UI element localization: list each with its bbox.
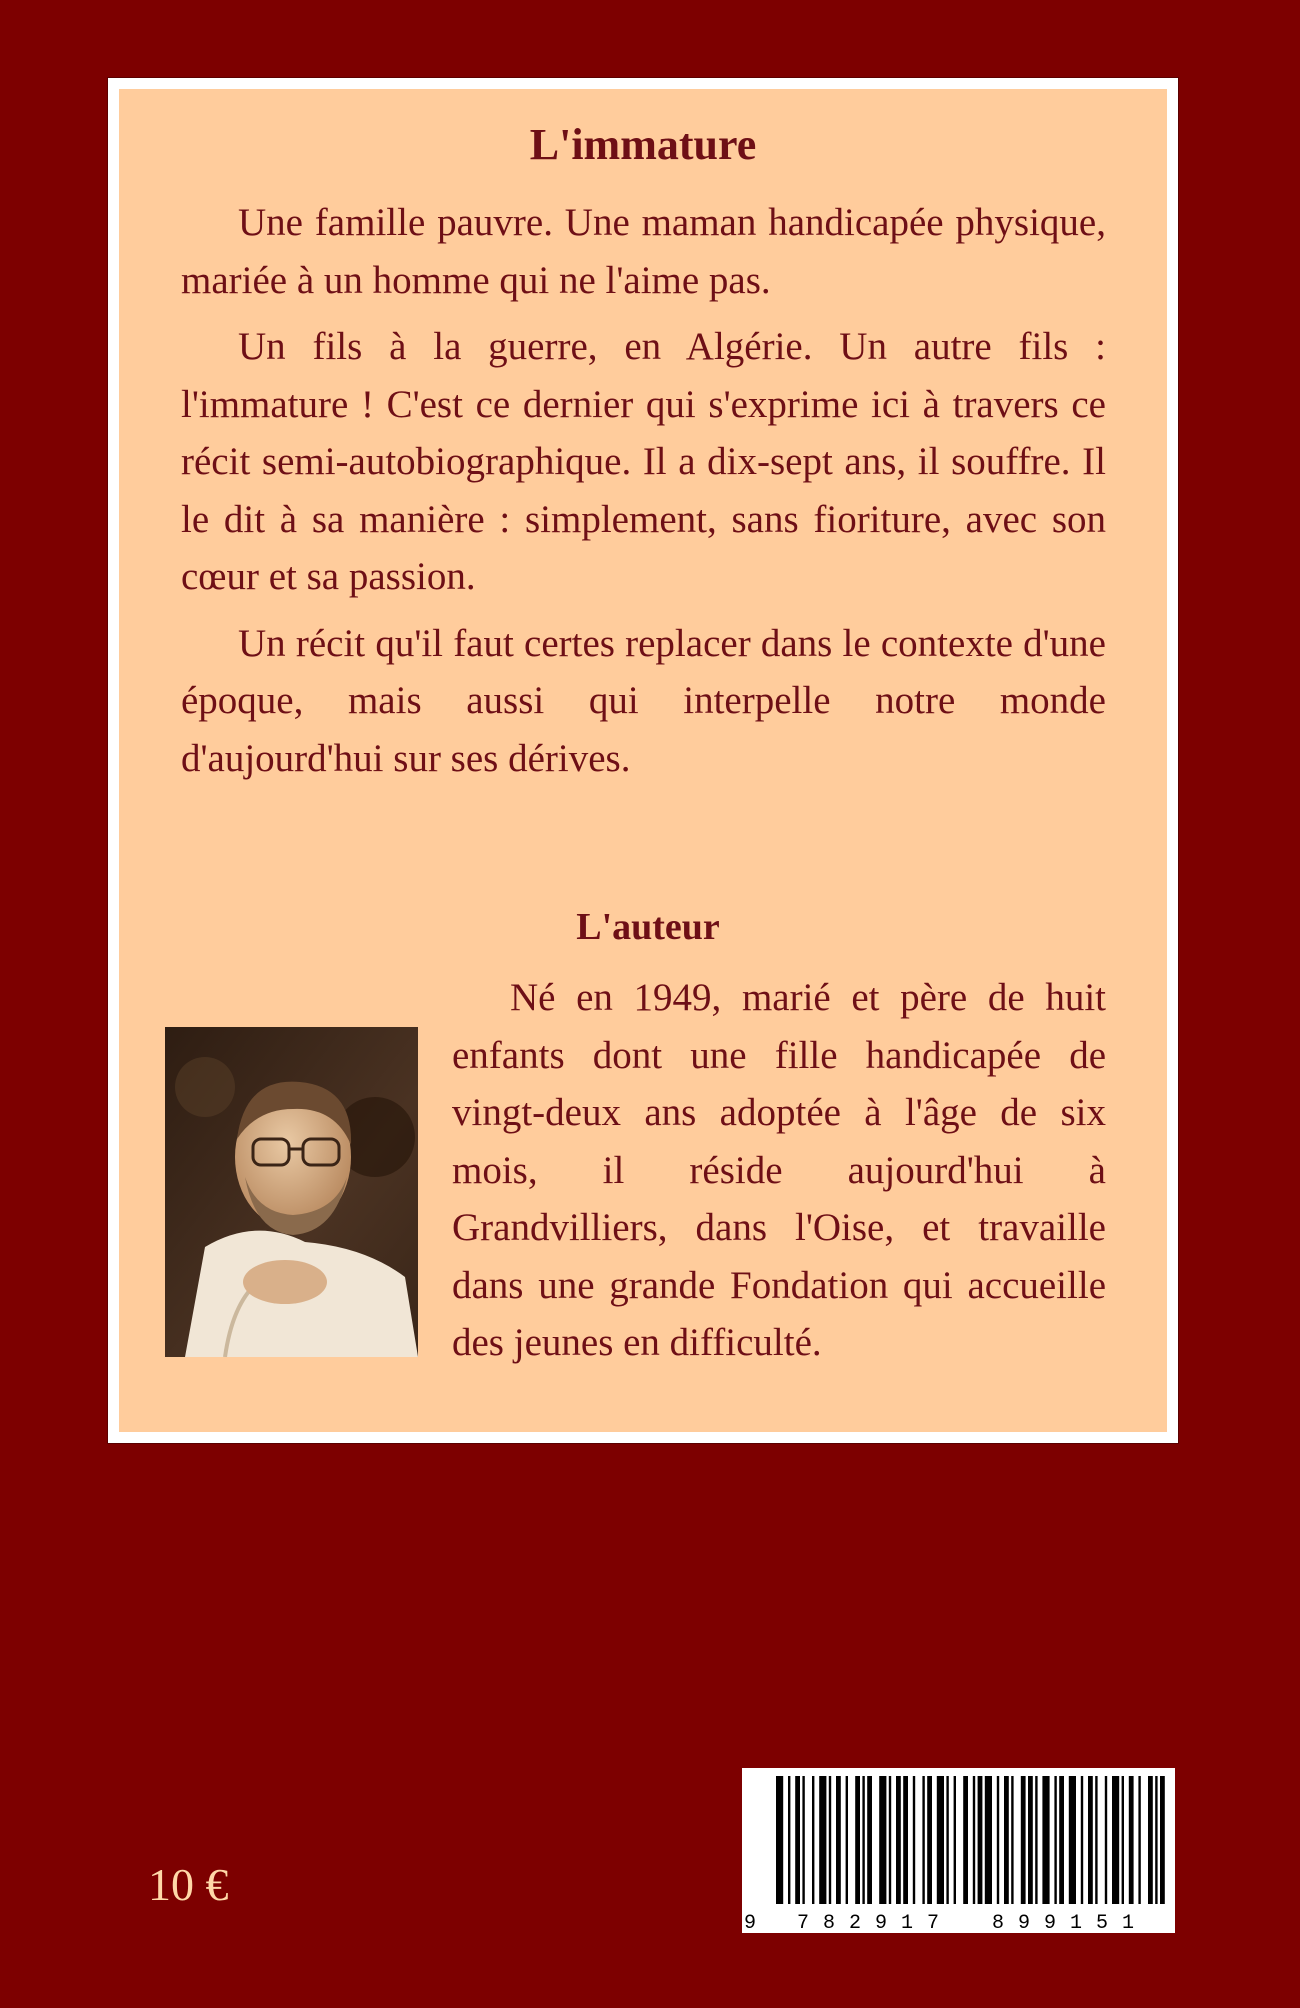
barcode-bar	[1069, 1776, 1076, 1904]
barcode-bar	[1035, 1776, 1037, 1904]
author-bio: Né en 1949, marié et père de huit enfants dont une fille handicapée de vingt-deux ans adoptée à l'âge de six mois, il réside aujourd'hui à Grandvilliers, dans l'Oise, et travaille dans une grande Fondation qui accueille des jeunes en difficulté.	[452, 976, 1106, 1364]
barcode-bar	[927, 1776, 932, 1904]
barcode-bar	[889, 1776, 891, 1904]
barcode-bar	[829, 1776, 831, 1904]
synopsis-paragraph-2: Un fils à la guerre, en Algérie. Un autre fils : l'immature ! C'est ce dernier qui s'exprime ici à travers ce récit semi-autobiographique. Il a dix-sept ans, il souffre. Il le dit à sa manière : simplement, sans fioriture, avec son cœur et sa passion.	[181, 325, 1106, 598]
barcode-bar	[978, 1776, 983, 1904]
barcode-bar	[819, 1776, 826, 1904]
barcode-bar	[1160, 1776, 1165, 1904]
barcode-bar	[1112, 1776, 1119, 1904]
author-photo	[165, 1027, 418, 1357]
barcode-bar	[1011, 1776, 1013, 1904]
barcode-bar	[913, 1776, 915, 1904]
barcode-digits-right: 899151	[992, 1912, 1149, 1933]
barcode-bar	[954, 1776, 956, 1904]
book-title: L'immature	[529, 120, 757, 169]
barcode-digits-left: 782917	[797, 1912, 954, 1933]
synopsis	[181, 194, 1106, 796]
barcode-bar	[896, 1776, 901, 1904]
barcode-bar	[846, 1776, 848, 1904]
barcode-bar	[1081, 1776, 1083, 1904]
barcode-bar	[1028, 1776, 1033, 1904]
barcode-bar	[1088, 1776, 1093, 1904]
barcode-bar	[1105, 1776, 1107, 1904]
barcode-bar	[1054, 1776, 1056, 1904]
barcode-bar	[1138, 1776, 1140, 1904]
barcode-bar	[855, 1776, 860, 1904]
barcode-bar	[1004, 1776, 1009, 1904]
barcode-bar	[836, 1776, 841, 1904]
barcode-bar	[973, 1776, 975, 1904]
barcode-bar	[862, 1776, 864, 1904]
barcode-bar	[795, 1776, 800, 1904]
isbn-barcode	[742, 1768, 1175, 1933]
author-heading: L'auteur	[576, 906, 720, 948]
barcode-bar	[903, 1776, 908, 1904]
barcode-bar	[879, 1776, 886, 1904]
barcode-bar	[776, 1776, 783, 1904]
barcode-bar	[1155, 1776, 1157, 1904]
synopsis-paragraph-3: Un récit qu'il faut certes replacer dans le contexte d'une époque, mais aussi qui interpelle notre monde d'aujourd'hui sur ses dérives.	[181, 621, 1106, 780]
barcode-bar	[1021, 1776, 1026, 1904]
barcode-bar	[1129, 1776, 1134, 1904]
barcode-bar	[812, 1776, 814, 1904]
barcode-bar	[963, 1776, 968, 1904]
barcode-bar	[1059, 1776, 1064, 1904]
barcode-digit-first: 9	[744, 1912, 757, 1933]
barcode-bar	[788, 1776, 790, 1904]
barcode-bar	[937, 1776, 944, 1904]
barcode-bar	[985, 1776, 992, 1904]
barcode-bar	[867, 1776, 872, 1904]
barcode-bar	[802, 1776, 804, 1904]
barcode-bar	[946, 1776, 948, 1904]
text-panel	[108, 78, 1178, 1443]
barcode-graphic	[742, 1768, 1175, 1933]
barcode-bar	[1148, 1776, 1153, 1904]
price-label: 10 €	[148, 1859, 229, 1910]
synopsis-paragraph-1: Une famille pauvre. Une maman handicapée physique, mariée à un homme qui ne l'aime pas.	[181, 201, 1106, 302]
barcode-bar	[997, 1776, 999, 1904]
barcode-bar	[1095, 1776, 1097, 1904]
barcode-bar	[922, 1776, 924, 1904]
barcode-bar	[1042, 1776, 1049, 1904]
barcode-bar	[1122, 1776, 1124, 1904]
